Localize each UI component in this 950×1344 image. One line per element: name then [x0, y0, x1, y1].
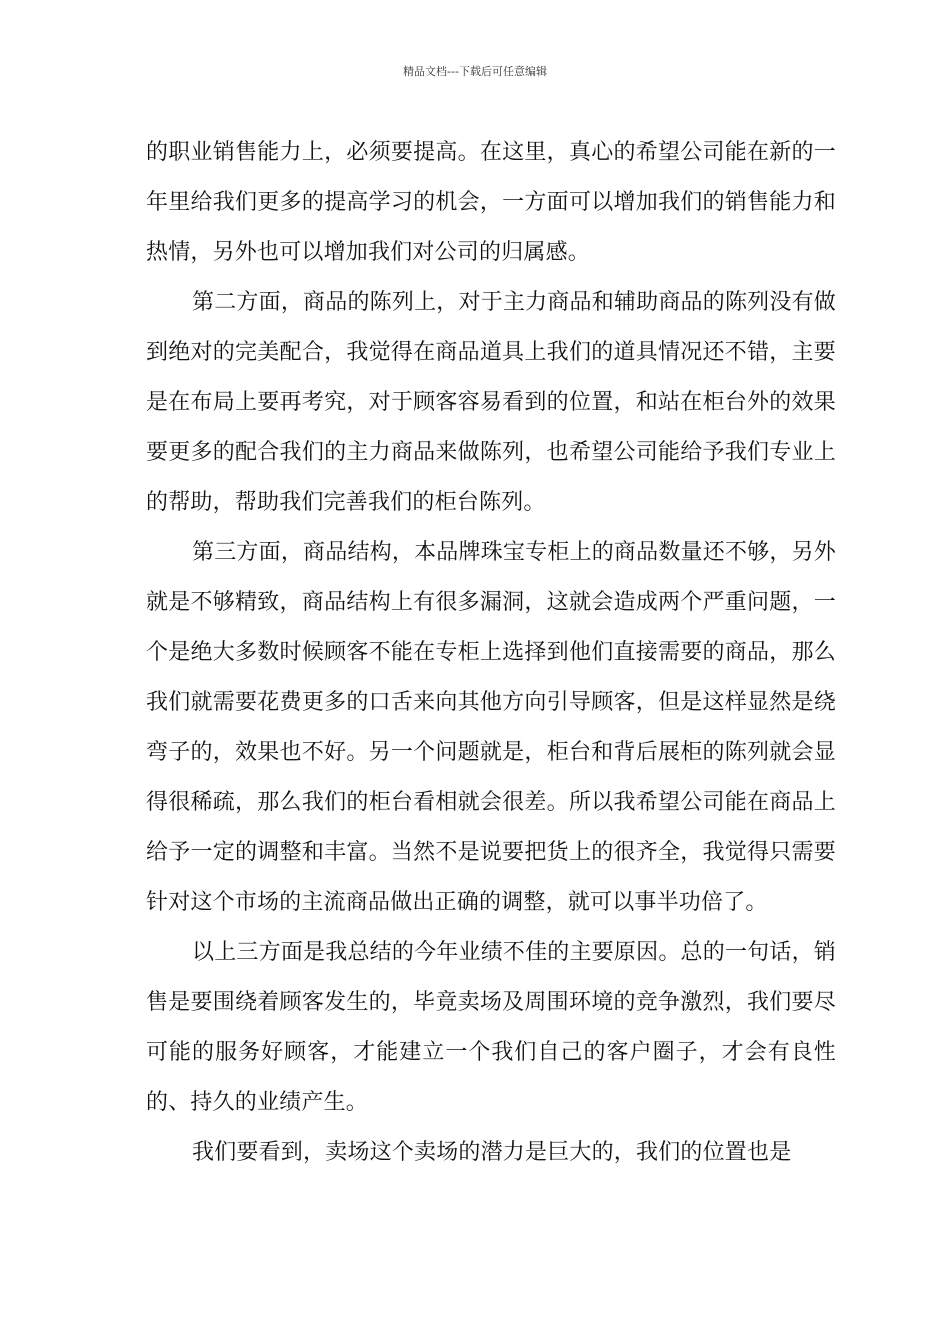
paragraph-summary: 以上三方面是我总结的今年业绩不佳的主要原因。总的一句话，销售是要围绕着顾客发生的，毕竟卖场及周围环境的竞争激烈，我们要尽可能的服务好顾客，才能建立一个我们自己的客户圈子，才会有良性的、持久的业绩产生。 [146, 940, 836, 1115]
paragraph-continuation: 的职业销售能力上，必须要提高。在这里，真心的希望公司能在新的一年里给我们更多的提高学习的机会，一方面可以增加我们的销售能力和热情，另外也可以增加我们对公司的归属感。 [146, 140, 836, 265]
document-body [146, 128, 836, 1178]
paragraph-product-structure: 第三方面，商品结构，本品牌珠宝专柜上的商品数量还不够，另外就是不够精致，商品结构上有很多漏洞，这就会造成两个严重问题，一个是绝大多数时候顾客不能在专柜上选择到他们直接需要的商品，那么我们就需要花费更多的口舌来向其他方向引导顾客，但是这样显然是绕弯子的，效果也不好。另一个问题就是，柜台和背后展柜的陈列就会显得很稀疏，那么我们的柜台看相就会很差。所以我希望公司能在商品上给予一定的调整和丰富。当然不是说要把货上的很齐全，我觉得只需要针对这个市场的主流商品做出正确的调整，就可以事半功倍了。 [146, 540, 836, 915]
paragraph-display: 第二方面，商品的陈列上，对于主力商品和辅助商品的陈列没有做到绝对的完美配合，我觉得在商品道具上我们的道具情况还不错，主要是在布局上要再考究，对于顾客容易看到的位置，和站在柜台外的效果要更多的配合我们的主力商品来做陈列，也希望公司能给予我们专业上的帮助，帮助我们完善我们的柜台陈列。 [146, 290, 836, 515]
paragraph-outlook: 我们要看到，卖场这个卖场的潜力是巨大的，我们的位置也是 [192, 1140, 792, 1165]
page-header: 精品文档---下载后可任意编辑 [403, 65, 547, 78]
